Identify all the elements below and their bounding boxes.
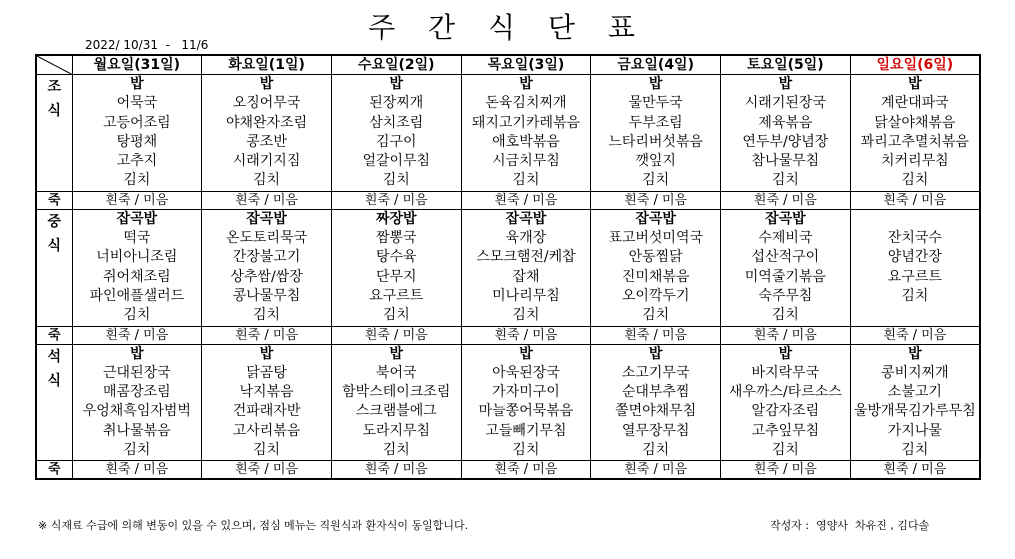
- menu-item: 마늘쫑어묵볶음: [478, 403, 574, 420]
- menu-item: 김치: [253, 307, 281, 324]
- menu-item: 함박스테이크조림: [342, 384, 451, 401]
- menu-item: 고사리볶음: [232, 422, 301, 439]
- porridge-cell: 흰죽 / 미음: [461, 461, 591, 480]
- menu-item: 삼치조림: [369, 114, 424, 131]
- menu-item: 잡채: [512, 268, 540, 285]
- menu-item: 돈육김치찌개: [485, 95, 567, 112]
- menu-item: 김치: [771, 307, 799, 324]
- menu-cell: [331, 75, 461, 192]
- menu-item: 육개장: [505, 230, 547, 247]
- day-header-2: 수요일(2일): [331, 55, 461, 75]
- menu-item: 상추쌈/쌈장: [230, 268, 303, 285]
- menu-item: 밥: [519, 76, 533, 92]
- menu-cell: [72, 344, 202, 461]
- menu-item: 김치: [642, 307, 670, 324]
- menu-item: 밥: [389, 76, 404, 92]
- menu-item: 치커리무침: [881, 153, 949, 170]
- menu-item: 김치: [901, 442, 929, 459]
- menu-item: 요구르트: [369, 287, 424, 304]
- menu-item: 오징어무국: [232, 95, 301, 112]
- meal-label-char: 식: [47, 103, 62, 119]
- menu-item: 계란대파국: [881, 95, 949, 112]
- menu-item: 바지락무국: [751, 364, 820, 381]
- corner-cell: [36, 55, 72, 75]
- menu-cell: [202, 209, 332, 326]
- menu-item: 김치: [382, 442, 410, 459]
- meal-label: [36, 209, 72, 326]
- meal-label-char: 석: [47, 348, 62, 365]
- porridge-label: 죽: [36, 461, 72, 480]
- menu-item: 간장불고기: [232, 249, 301, 266]
- menu-item: 김치: [512, 442, 540, 459]
- menu-cell: [850, 75, 980, 192]
- menu-cell: [331, 344, 461, 461]
- menu-item: 깻잎지: [635, 153, 676, 170]
- menu-item: 진미채볶음: [621, 268, 690, 285]
- menu-cell: [591, 75, 721, 192]
- menu-item: 김치: [771, 442, 799, 459]
- menu-cell: [461, 75, 591, 192]
- menu-item: 참나물무침: [751, 153, 820, 170]
- menu-item: 밥: [130, 76, 144, 92]
- day-header-6: 일요일(6일): [850, 55, 980, 75]
- menu-item: 김치: [382, 307, 410, 324]
- menu-item: 고등어조림: [103, 114, 171, 131]
- menu-item: 낙지볶음: [239, 384, 294, 401]
- menu-item: 두부조림: [628, 114, 683, 131]
- porridge-cell: 흰죽 / 미음: [202, 191, 332, 209]
- menu-item: 양념간장: [887, 249, 942, 266]
- menu-item: 김치: [901, 287, 929, 304]
- meal-row: [36, 75, 980, 192]
- menu-item: 밥: [259, 345, 274, 362]
- porridge-cell: 흰죽 / 미음: [721, 461, 851, 480]
- menu-item: 야채완자조림: [225, 114, 308, 131]
- menu-item: 취나물볶음: [103, 422, 171, 439]
- menu-item: 알감자조림: [751, 403, 820, 420]
- porridge-cell: 흰죽 / 미음: [331, 326, 461, 344]
- menu-item: 밥: [130, 345, 144, 362]
- menu-item: 온도토리묵국: [225, 230, 308, 247]
- menu-item: 김치: [123, 172, 151, 189]
- menu-item: 시금치무침: [492, 153, 560, 170]
- page-title: 주 간 식 단 표: [368, 11, 647, 44]
- porridge-label: 죽: [36, 326, 72, 344]
- porridge-row: [36, 461, 980, 480]
- porridge-row: [36, 326, 980, 344]
- menu-item: 열무장무침: [621, 422, 690, 439]
- menu-item: 표고버섯미역국: [608, 230, 703, 247]
- menu-item: 건파래자반: [232, 403, 301, 420]
- menu-item: 쥐어채조림: [103, 268, 171, 285]
- menu-item: 짜장밥: [375, 210, 417, 227]
- menu-item: 밥: [778, 345, 793, 362]
- menu-item: 닭곰탕: [246, 364, 287, 381]
- day-header-1: 화요일(1일): [202, 55, 332, 75]
- menu-cell: [72, 209, 202, 326]
- menu-item: 김구이: [375, 133, 417, 150]
- porridge-cell: 흰죽 / 미음: [591, 461, 721, 480]
- menu-item: 잡곡밥: [505, 210, 547, 227]
- day-header-row: [36, 55, 980, 75]
- menu-item: 잡곡밥: [116, 210, 158, 227]
- porridge-cell: 흰죽 / 미음: [461, 326, 591, 344]
- menu-item: 시래기된장국: [744, 95, 826, 112]
- menu-item: 고들빼기무침: [485, 422, 567, 439]
- porridge-cell: 흰죽 / 미음: [72, 326, 202, 344]
- menu-item: 밥: [519, 345, 533, 362]
- menu-item: 느타리버섯볶음: [608, 133, 703, 150]
- porridge-cell: 흰죽 / 미음: [331, 191, 461, 209]
- menu-table: [35, 54, 981, 480]
- menu-item: 김치: [123, 442, 151, 459]
- menu-item: 우엉채흑임자범벅: [82, 403, 191, 420]
- meal-label-char: 식: [47, 372, 62, 389]
- menu-item: 김치: [253, 442, 281, 459]
- menu-item: [851, 210, 979, 229]
- menu-item: 미역줄기볶음: [744, 268, 826, 285]
- date-range: 2022/ 10/31 - 11/6: [85, 38, 209, 52]
- menu-item: 꽈리고추멸치볶음: [860, 133, 969, 150]
- corner-diagonal-icon: [37, 56, 73, 75]
- meal-label-char: 조: [47, 79, 62, 95]
- menu-cell: [591, 209, 721, 326]
- footnote: ※ 식재료 수급에 의해 변동이 있을 수 있으며, 점심 메뉴는 직원식과 환자식이 동일합니다.: [38, 519, 469, 532]
- menu-cell: [72, 75, 202, 192]
- meal-label-char: 식: [47, 237, 62, 254]
- menu-cell: [202, 75, 332, 192]
- menu-item: 김치: [642, 172, 670, 189]
- porridge-cell: 흰죽 / 미음: [721, 326, 851, 344]
- menu-item: 섭산적구이: [751, 249, 820, 266]
- menu-cell: [721, 344, 851, 461]
- menu-item: 북어국: [375, 364, 417, 381]
- menu-item: 스모크햄전/케찹: [476, 249, 576, 266]
- porridge-cell: 흰죽 / 미음: [461, 191, 591, 209]
- porridge-cell: 흰죽 / 미음: [202, 326, 332, 344]
- porridge-cell: 흰죽 / 미음: [721, 191, 851, 209]
- menu-item: 제육볶음: [758, 114, 813, 131]
- menu-item: 밥: [778, 76, 793, 92]
- menu-item: 너비아니조림: [96, 249, 178, 266]
- day-header-5: 토요일(5일): [721, 55, 851, 75]
- menu-item: 가지나물: [887, 422, 942, 439]
- menu-item: 물만두국: [628, 95, 683, 112]
- menu-item: 돼지고기카레볶음: [471, 114, 581, 131]
- meal-label: [36, 344, 72, 461]
- menu-item: 도라지무침: [362, 422, 431, 439]
- menu-item: 애호박볶음: [492, 133, 560, 150]
- menu-item: 어묵국: [116, 95, 158, 112]
- menu-cell: [591, 344, 721, 461]
- menu-cell: [850, 209, 980, 326]
- menu-item: 순대부추찜: [621, 384, 690, 401]
- menu-item: 밥: [908, 76, 922, 92]
- meal-label: [36, 75, 72, 192]
- porridge-cell: 흰죽 / 미음: [72, 191, 202, 209]
- menu-item: 소불고기: [887, 384, 942, 401]
- menu-cell: [721, 75, 851, 192]
- day-header-3: 목요일(3일): [461, 55, 591, 75]
- meal-row: [36, 344, 980, 461]
- porridge-cell: 흰죽 / 미음: [202, 461, 332, 480]
- menu-item: 시래기지짐: [232, 153, 301, 170]
- menu-item: 김치: [382, 172, 410, 189]
- porridge-row: [36, 191, 980, 209]
- menu-item: 고추지: [116, 153, 158, 170]
- porridge-cell: 흰죽 / 미음: [72, 461, 202, 480]
- meal-row: [36, 209, 980, 326]
- menu-item: 수제비국: [758, 230, 813, 247]
- porridge-cell: 흰죽 / 미음: [591, 191, 721, 209]
- menu-cell: [461, 209, 591, 326]
- menu-item: 밥: [648, 345, 663, 362]
- menu-item: 김치: [771, 172, 799, 189]
- menu-item: 떡국: [123, 230, 151, 247]
- menu-item: 잔치국수: [887, 230, 942, 247]
- menu-item: 연두부/양념장: [742, 133, 829, 150]
- menu-item: 김치: [901, 172, 929, 189]
- menu-item: 요구르트: [887, 268, 942, 285]
- menu-item: 안동찜닭: [628, 249, 683, 266]
- menu-item: 밥: [389, 345, 404, 362]
- menu-item: 파인애플샐러드: [89, 287, 185, 304]
- menu-item: 잡곡밥: [246, 210, 287, 227]
- menu-item: 쫄면야채무침: [615, 403, 697, 420]
- menu-cell: [331, 209, 461, 326]
- menu-item: 잡곡밥: [635, 210, 676, 227]
- menu-item: 닭살야채볶음: [874, 114, 956, 131]
- menu-item: 매콤장조림: [103, 384, 171, 401]
- porridge-cell: 흰죽 / 미음: [331, 461, 461, 480]
- porridge-cell: 흰죽 / 미음: [850, 326, 980, 344]
- menu-item: 된장찌개: [369, 95, 424, 112]
- day-header-4: 금요일(4일): [591, 55, 721, 75]
- menu-item: 밥: [259, 76, 274, 92]
- menu-item: 새우까스/타르소스: [728, 384, 842, 401]
- menu-item: 밥: [908, 345, 922, 362]
- menu-item: 고추잎무침: [751, 422, 820, 439]
- menu-item: 숙주무침: [758, 287, 813, 304]
- menu-item: 근대된장국: [103, 364, 171, 381]
- meal-label-char: 중: [47, 213, 62, 230]
- menu-cell: [461, 344, 591, 461]
- menu-item: 김치: [512, 172, 540, 189]
- menu-item: 오이깍두기: [621, 287, 690, 304]
- menu-item: 스크램블에그: [355, 403, 437, 420]
- menu-item: 밥: [648, 76, 663, 92]
- author-credit: 작성자 : 영양사 차유진 , 김다솔: [770, 519, 930, 532]
- menu-item: 미나리무침: [492, 287, 560, 304]
- menu-item: 짬뽕국: [375, 230, 417, 247]
- menu-item: 콩나물무침: [232, 287, 301, 304]
- menu-item: 김치: [253, 172, 281, 189]
- menu-item: 탕수육: [375, 249, 417, 266]
- menu-item: 얼갈이무침: [362, 153, 431, 170]
- menu-item: 김치: [512, 307, 540, 324]
- porridge-cell: 흰죽 / 미음: [850, 191, 980, 209]
- menu-item: 콩비지찌개: [881, 364, 949, 381]
- porridge-cell: 흰죽 / 미음: [850, 461, 980, 480]
- menu-item: 탕평채: [116, 133, 158, 150]
- menu-item: 울방개묵김가루무침: [854, 403, 976, 420]
- menu-item: 가자미구이: [492, 384, 560, 401]
- menu-item: 아욱된장국: [492, 364, 560, 381]
- porridge-label: 죽: [36, 191, 72, 209]
- menu-item: 소고기무국: [621, 364, 690, 381]
- menu-item: 콩조반: [246, 133, 287, 150]
- menu-cell: [721, 209, 851, 326]
- menu-item: [851, 306, 979, 325]
- menu-item: 잡곡밥: [765, 210, 806, 227]
- menu-cell: [202, 344, 332, 461]
- menu-item: 단무지: [375, 268, 417, 285]
- menu-item: 김치: [642, 442, 670, 459]
- day-header-0: 월요일(31일): [72, 55, 202, 75]
- menu-cell: [850, 344, 980, 461]
- menu-item: 김치: [123, 307, 151, 324]
- porridge-cell: 흰죽 / 미음: [591, 326, 721, 344]
